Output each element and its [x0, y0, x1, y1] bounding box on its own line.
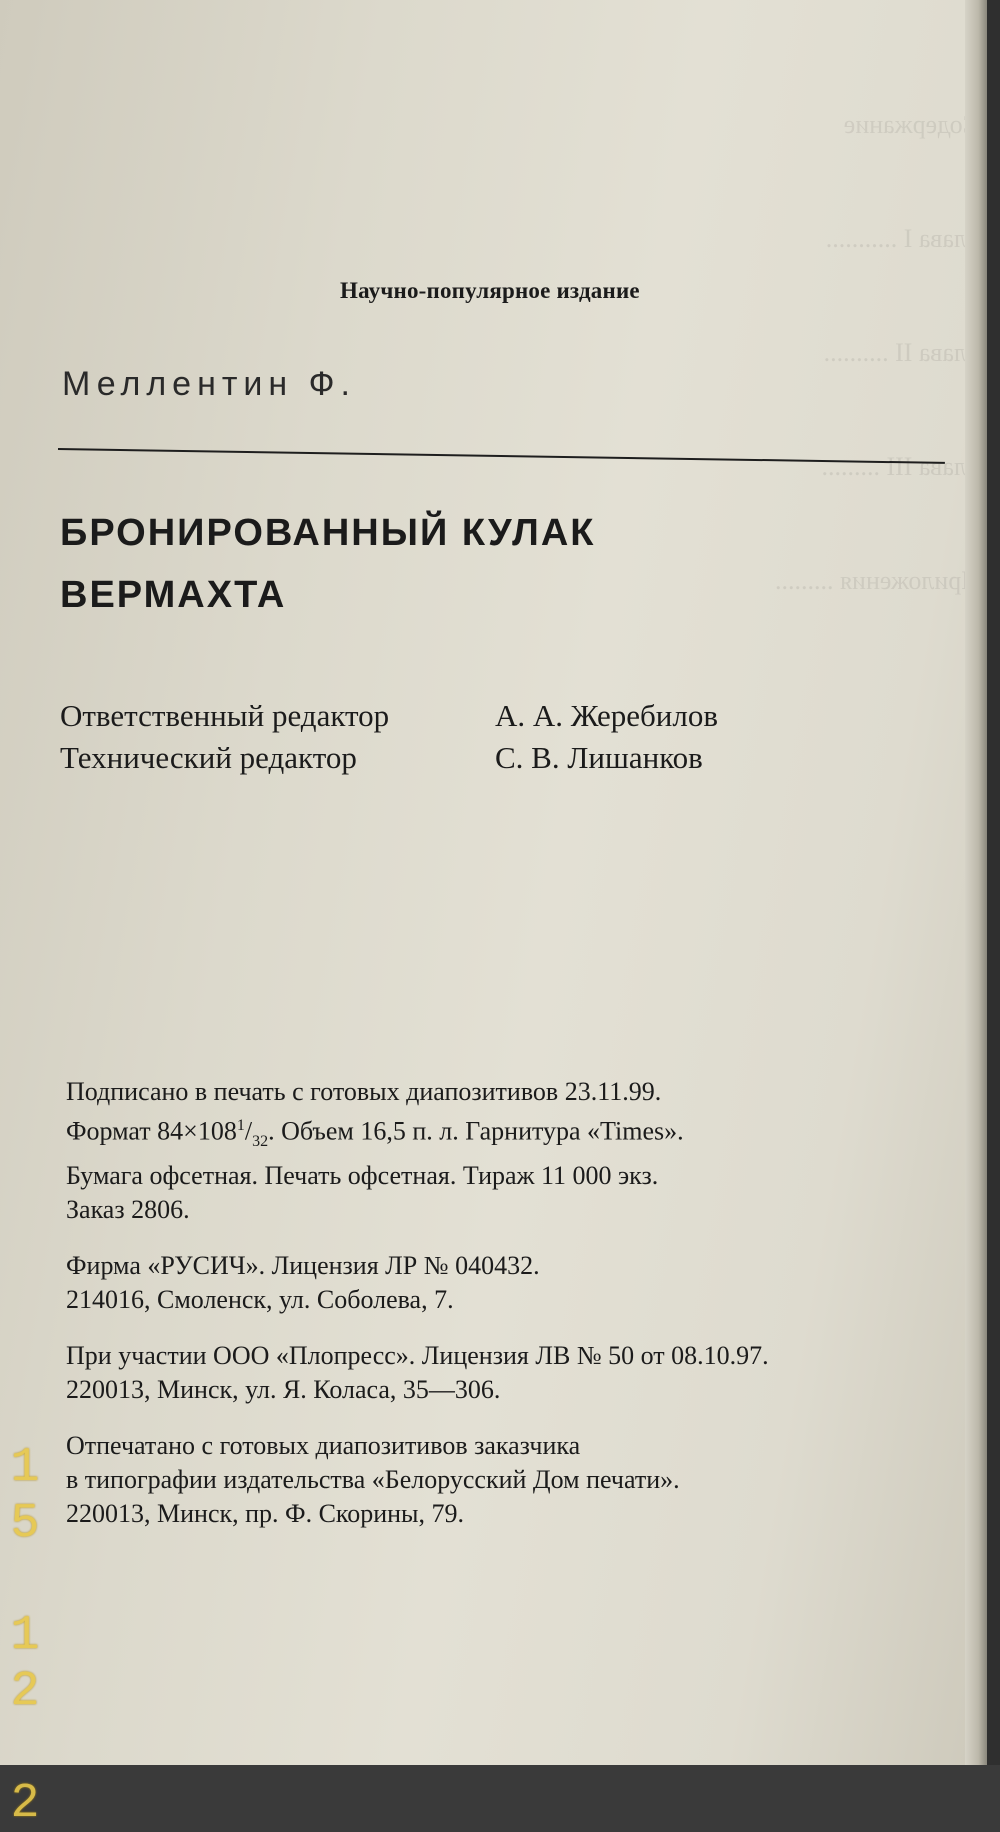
print-info: [66, 1075, 946, 1227]
publisher-info: [66, 1249, 946, 1317]
stamp-glyph: 1: [10, 1609, 40, 1663]
format-line: Формат $84\times 108^1/_{32}$. Объем 16,5 п. л. Гарнитура «Times».: [66, 1116, 684, 1150]
format-prefix: Формат 84×108: [66, 1116, 237, 1146]
credit-role: Технический редактор: [60, 740, 357, 775]
credit-name: А. А. Жеребилов: [495, 698, 718, 733]
stamp-glyph: 2: [10, 1665, 40, 1719]
partner-info: [66, 1339, 946, 1407]
format-denominator: 32: [252, 1132, 269, 1150]
credit-row: [60, 695, 718, 737]
title-line: ВЕРМАХТА: [60, 574, 287, 616]
print-info-line: Заказ 2806.: [66, 1194, 190, 1224]
printer-address: 220013, Минск, пр. Ф. Скорины, 79.: [66, 1498, 465, 1528]
genre-label: Научно-популярное издание: [340, 278, 640, 303]
stamp-glyph: 5: [10, 1497, 40, 1551]
stamp-glyph: 2: [10, 1777, 40, 1831]
stamp-glyph: 1: [10, 1441, 40, 1495]
publisher-line: Фирма «РУСИЧ». Лицензия ЛР № 040432.: [66, 1250, 540, 1280]
partner-address: 220013, Минск, ул. Я. Коласа, 35—306.: [66, 1374, 501, 1404]
title-line: БРОНИРОВАННЫЙ КУЛАК: [60, 512, 596, 554]
printer-info: [66, 1429, 946, 1531]
print-info-line: Бумага офсетная. Печать офсетная. Тираж 11 000 экз.: [66, 1160, 659, 1190]
camera-date-stamp: [0, 1440, 50, 1832]
format-suffix: . Объем 16,5 п. л. Гарнитура «Times».: [268, 1116, 684, 1146]
printer-line: Отпечатано с готовых диапозитивов заказчика: [66, 1430, 581, 1460]
credit-role: Ответственный редактор: [60, 698, 390, 733]
bleed-through-text: Содержание Глава I ........... Глава II .......... Глава III ......... Приложения .........: [775, 110, 980, 595]
stamp-glyph: [0, 1552, 50, 1608]
format-numerator: 1: [236, 1117, 245, 1134]
partner-line: При участии ООО «Плопресс». Лицензия ЛВ № 50 от 08.10.97.: [66, 1340, 769, 1370]
credits-block: [60, 695, 718, 779]
page-edge: [965, 0, 987, 1765]
publisher-address: 214016, Смоленск, ул. Соболева, 7.: [66, 1284, 454, 1314]
credit-row: [60, 737, 718, 779]
printer-line: в типографии издательства «Белорусский Дом печати».: [66, 1464, 680, 1494]
book-title: [60, 502, 595, 626]
credit-name: С. В. Лишанков: [495, 740, 703, 775]
author-name: Меллентин Ф.: [62, 365, 356, 403]
title-divider: [58, 448, 945, 464]
print-info-line: Подписано в печать с готовых диапозитивов 23.11.99.: [66, 1077, 662, 1106]
stamp-glyph: [0, 1720, 50, 1776]
imprint-block: [66, 1075, 946, 1553]
